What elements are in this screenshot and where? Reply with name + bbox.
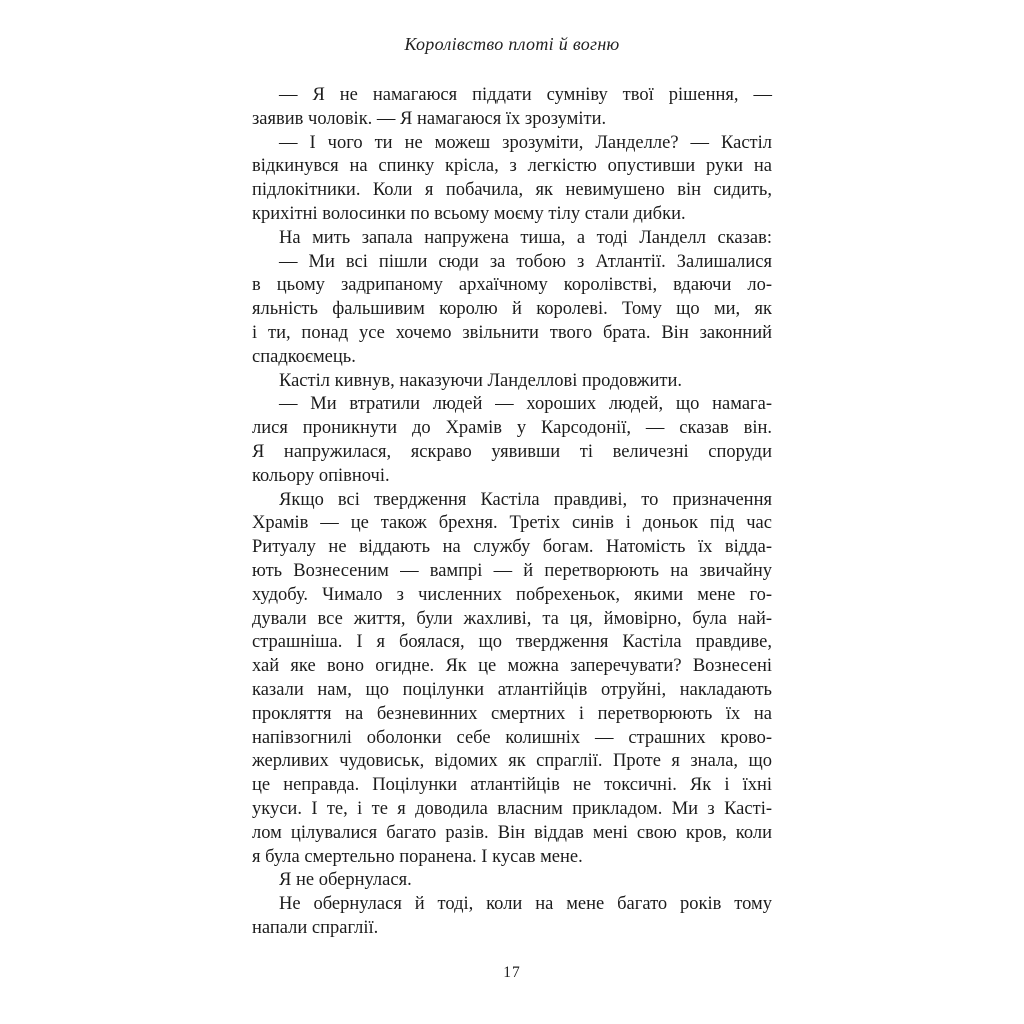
text-line: прокляття на безневинних смертних і перетворюють їх на [252, 703, 772, 724]
text-line: і ти, понад усе хочемо звільнити твого брата. Він законний [252, 322, 772, 343]
text-line: Кастіл кивнув, наказуючи Ланделлові продовжити. [279, 370, 683, 391]
text-line: жерливих чудовиськ, відомих як спраглії. Проте я знала, що [252, 751, 772, 772]
paragraph [252, 893, 772, 941]
text-line: Я не обернулася. [279, 870, 412, 891]
text-line: спадкоємець. [252, 346, 356, 367]
text-line: це неправда. Поцілунки атлантійців не токсичні. Як і їхні [252, 775, 772, 796]
paragraph [252, 227, 772, 251]
text-line: лом цілувалися багато разів. Він віддав мені свою кров, коли [252, 822, 772, 843]
paragraph [252, 869, 772, 893]
text-line: казали нам, що поцілунки атлантійців отруйні, накладають [252, 679, 772, 700]
text-line: я була смертельно поранена. І кусав мене. [252, 846, 583, 867]
text-line: Якщо всі твердження Кастіла правдиві, то призначення [279, 489, 772, 510]
paragraph [252, 251, 772, 370]
text-line: — Ми всі пішли сюди за тобою з Атлантії. Залишалися [279, 251, 772, 272]
text-line: напали спраглії. [252, 917, 379, 938]
text-line: Ритуалу не віддають на службу богам. Натомість їх відда- [252, 537, 772, 558]
text-line: — І чого ти не можеш зрозуміти, Ланделле? — Кастіл [279, 132, 772, 153]
page-number: 17 [503, 964, 521, 981]
text-line: — Ми втратили людей — хороших людей, що намага- [279, 394, 772, 415]
text-line: в цьому задрипаному архаїчному королівстві, вдаючи ло- [252, 275, 772, 296]
paragraph [252, 132, 772, 227]
text-line: дували все життя, були жахливі, та ця, ймовірно, була най- [252, 608, 772, 629]
text-line: підлокітники. Коли я побачила, як невимушено він сидить, [252, 180, 772, 201]
text-line: крихітні волосинки по всьому моєму тілу стали дибки. [252, 203, 686, 224]
text-line: відкинувся на спинку крісла, з легкістю опустивши руки на [252, 156, 772, 177]
running-header: Королівство плоті й вогню [404, 34, 620, 54]
text-line: худобу. Чимало з численних побрехеньок, якими мене го- [252, 584, 772, 605]
text-line: Я напружилася, яскраво уявивши ті величезні споруди [252, 441, 772, 462]
paragraph [252, 489, 772, 870]
text-line: напівзогнилі оболонки себе колишніх — страшних крово- [252, 727, 772, 748]
paragraph [252, 84, 772, 132]
text-line: ють Вознесеним — вампрі — й перетворюють на звичайну [252, 560, 772, 581]
paragraph [252, 393, 772, 488]
text-line: лися проникнути до Храмів у Карсодонії, — сказав він. [252, 418, 772, 439]
text-line: — Я не намагаюся піддати сумніву твої рішення, — [279, 85, 772, 105]
text-line: На мить запала напружена тиша, а тоді Ланделл сказав: [279, 227, 772, 248]
text-line: Не обернулася й тоді, коли на мене багато років тому [279, 894, 772, 915]
body-text [252, 84, 772, 941]
text-line: страшніша. І я боялася, що твердження Кастіла правдиве, [252, 632, 772, 653]
text-line: яльність фальшивим королю й королеві. Тому що ми, як [252, 299, 772, 320]
text-line: заявив чоловік. — Я намагаюся їх зрозуміти. [252, 108, 607, 129]
text-line: укуси. І те, і те я доводила власним прикладом. Ми з Касті- [252, 798, 772, 819]
paragraph [252, 370, 772, 394]
text-line: Храмів — це також брехня. Третіх синів і доньок під час [252, 513, 772, 534]
text-line: кольору опівночі. [252, 465, 390, 486]
text-line: хай яке воно огидне. Як це можна заперечувати? Вознесені [252, 656, 772, 677]
